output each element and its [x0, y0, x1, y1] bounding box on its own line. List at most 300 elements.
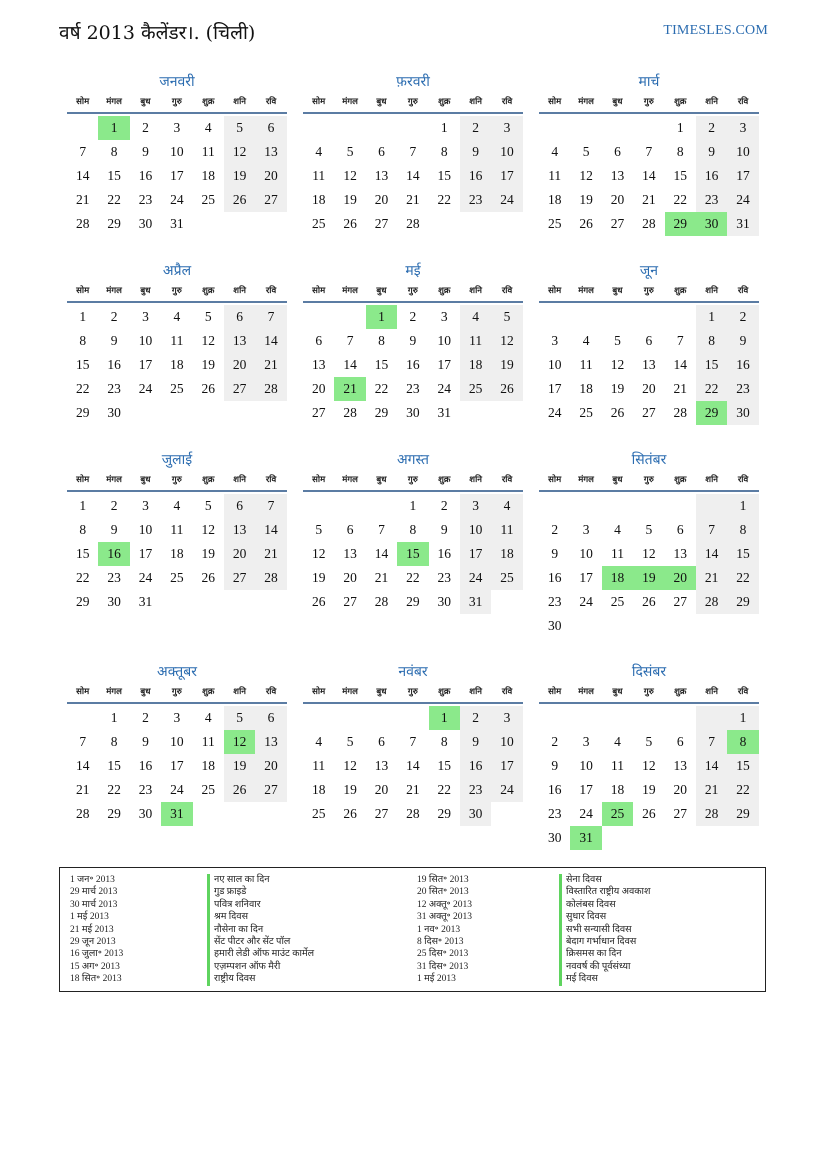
empty-cell — [255, 590, 286, 614]
day-cell: 10 — [579, 758, 593, 773]
day-cell: 24 — [727, 188, 758, 212]
day-cell: 8 — [409, 522, 417, 537]
day-cell: 21 — [406, 192, 420, 207]
weekday-label: बुध — [612, 687, 623, 697]
day-cell: 14 — [374, 546, 389, 561]
day-cell: 15 — [107, 168, 121, 183]
weekday-label: शुक्र — [674, 286, 687, 296]
day-cell: 13 — [374, 758, 389, 773]
empty-cell — [255, 212, 286, 236]
day-cell: 18 — [491, 542, 522, 566]
day-cell: 3 — [551, 333, 559, 348]
empty-cell — [633, 614, 664, 638]
day-cell: 10 — [491, 730, 522, 754]
weekday-label: सोम — [548, 286, 562, 296]
day-cell: 13 — [642, 357, 656, 372]
day-cell: 8 — [79, 333, 87, 348]
day-cell: 27 — [642, 405, 656, 420]
day-cell: 10 — [138, 522, 153, 537]
day-cell: 11 — [548, 168, 562, 183]
day-cell: 31 — [460, 590, 491, 614]
empty-cell — [696, 706, 727, 730]
day-cell: 8 — [696, 329, 727, 353]
holiday-name: राष्ट्रीय दिवस — [207, 973, 314, 985]
holiday-date: 1 नव॰ 2013 — [417, 924, 461, 935]
day-cell: 5 — [315, 522, 323, 537]
empty-cell — [224, 212, 255, 236]
empty-cell — [255, 401, 286, 425]
holiday-name: पवित्र शनिवार — [207, 899, 314, 911]
weekday-header — [67, 470, 287, 492]
day-cell: 22 — [374, 381, 389, 396]
weekday-header — [67, 92, 287, 114]
weekday-label: मंगल — [342, 286, 358, 296]
day-cell: 7 — [409, 144, 417, 159]
holiday-name: हमारी लेडी ऑफ माउंट कार्मेल — [207, 948, 314, 960]
day-cell: 24 — [491, 188, 522, 212]
day-cell: 24 — [138, 570, 153, 585]
day-cell: 2 — [551, 734, 559, 749]
day-cell: 19 — [201, 546, 215, 561]
day-cell: 1 — [409, 498, 417, 513]
day-cell: 22 — [673, 192, 687, 207]
day-cell: 15 — [727, 754, 758, 778]
holiday-name: सेना दिवस — [559, 874, 650, 886]
day-cell: 6 — [315, 333, 323, 348]
empty-cell — [633, 706, 664, 730]
day-cell: 12 — [610, 357, 625, 372]
day-grid — [67, 706, 287, 826]
day-cell: 12 — [343, 168, 357, 183]
day-cell: 16 — [138, 758, 153, 773]
day-cell: 8 — [440, 144, 448, 159]
day-cell: 31 — [727, 212, 758, 236]
day-cell: 27 — [610, 216, 625, 231]
day-cell: 5 — [614, 333, 621, 348]
day-cell: 26 — [201, 570, 215, 585]
day-cell: 17 — [138, 546, 153, 561]
day-cell: 6 — [676, 734, 684, 749]
empty-cell — [366, 494, 397, 518]
day-cell: 18 — [602, 566, 633, 590]
empty-cell — [193, 401, 224, 425]
day-cell: 29 — [75, 594, 90, 609]
day-cell: 10 — [138, 333, 153, 348]
day-cell: 23 — [107, 381, 121, 396]
day-cell: 14 — [673, 357, 687, 372]
day-cell: 30 — [437, 594, 451, 609]
weekday-label: बुध — [376, 97, 387, 107]
day-cell: 2 — [460, 706, 491, 730]
day-cell: 28 — [255, 377, 286, 401]
weekday-label: सोम — [548, 97, 562, 107]
weekday-label: बुध — [376, 475, 387, 485]
day-cell: 17 — [491, 164, 522, 188]
empty-cell — [429, 212, 460, 236]
month-name: जनवरी — [159, 74, 195, 90]
empty-cell — [539, 706, 570, 730]
weekday-label: बुध — [612, 475, 623, 485]
empty-cell — [224, 401, 255, 425]
day-cell: 16 — [696, 164, 727, 188]
day-cell: 26 — [343, 806, 357, 821]
day-cell: 2 — [551, 522, 559, 537]
day-cell: 26 — [491, 377, 522, 401]
weekday-label: सोम — [312, 97, 326, 107]
day-grid — [303, 116, 523, 236]
empty-cell — [602, 706, 633, 730]
day-cell: 21 — [374, 570, 389, 585]
day-cell: 1 — [98, 116, 129, 140]
day-cell: 13 — [343, 546, 357, 561]
day-grid — [67, 116, 287, 236]
day-cell: 17 — [460, 542, 491, 566]
weekday-label: शुक्र — [674, 475, 687, 485]
day-cell: 28 — [696, 802, 727, 826]
day-cell: 25 — [311, 216, 326, 231]
day-cell: 27 — [255, 778, 286, 802]
day-cell: 12 — [642, 546, 656, 561]
day-cell: 27 — [224, 377, 255, 401]
day-cell: 5 — [346, 734, 354, 749]
day-cell: 1 — [79, 309, 87, 324]
day-cell: 25 — [311, 806, 326, 821]
weekday-label: मंगल — [342, 687, 358, 697]
day-cell: 26 — [343, 216, 357, 231]
month-name: फ़रवरी — [396, 74, 430, 90]
month-name: जून — [639, 263, 659, 279]
day-cell: 4 — [173, 498, 181, 513]
day-cell: 20 — [642, 381, 656, 396]
empty-cell — [334, 305, 365, 329]
day-cell: 16 — [138, 168, 153, 183]
day-cell: 15 — [696, 353, 727, 377]
empty-cell — [161, 401, 192, 425]
holiday-date: 18 सित॰ 2013 — [70, 974, 122, 985]
day-cell: 30 — [406, 405, 420, 420]
day-cell: 9 — [110, 333, 118, 348]
day-cell: 19 — [579, 192, 593, 207]
day-cell: 5 — [224, 116, 255, 140]
day-cell: 20 — [374, 192, 389, 207]
weekday-label: शनि — [233, 475, 246, 485]
day-cell: 15 — [75, 357, 90, 372]
day-cell: 6 — [255, 706, 286, 730]
day-cell: 7 — [346, 333, 354, 348]
empty-cell — [570, 614, 601, 638]
day-cell: 26 — [224, 188, 255, 212]
day-cell: 31 — [161, 802, 192, 826]
month-name: मार्च — [638, 74, 660, 90]
weekday-label: बुध — [140, 286, 151, 296]
day-cell: 10 — [727, 140, 758, 164]
day-cell: 2 — [409, 309, 417, 324]
day-cell: 30 — [138, 216, 153, 231]
empty-cell — [303, 706, 334, 730]
month-block — [67, 261, 287, 425]
day-cell: 29 — [437, 806, 451, 821]
day-cell: 12 — [579, 168, 593, 183]
day-cell: 24 — [579, 594, 593, 609]
weekday-label: गुरु — [407, 97, 418, 107]
day-grid — [303, 494, 523, 614]
empty-cell — [539, 116, 570, 140]
weekday-label: शनि — [705, 687, 718, 697]
day-cell: 10 — [170, 734, 184, 749]
empty-cell — [570, 494, 601, 518]
empty-cell — [491, 212, 522, 236]
day-cell: 28 — [343, 405, 357, 420]
holiday-date: 12 अक्तू॰ 2013 — [417, 899, 473, 910]
day-cell: 18 — [610, 782, 625, 797]
day-cell: 16 — [547, 782, 562, 797]
day-cell: 21 — [673, 381, 687, 396]
month-name: अप्रैल — [162, 263, 192, 279]
empty-cell — [224, 802, 255, 826]
empty-cell — [727, 826, 758, 850]
weekday-header — [539, 92, 759, 114]
weekday-label: बुध — [612, 286, 623, 296]
weekday-label: मंगल — [578, 97, 594, 107]
weekday-label: गुरु — [407, 286, 418, 296]
day-grid — [303, 305, 523, 425]
page-title: वर्ष 2013 कैलेंडर।. (चिली) — [59, 22, 256, 44]
day-cell: 9 — [696, 140, 727, 164]
weekday-header — [67, 682, 287, 704]
day-cell: 3 — [142, 498, 149, 513]
day-cell: 30 — [138, 806, 153, 821]
empty-cell — [161, 590, 192, 614]
empty-cell — [193, 590, 224, 614]
day-cell: 22 — [727, 566, 758, 590]
weekday-label: रवि — [265, 687, 277, 697]
day-cell: 5 — [645, 522, 653, 537]
day-cell: 14 — [343, 357, 357, 372]
weekday-label: शुक्र — [202, 687, 215, 697]
day-cell: 15 — [397, 542, 428, 566]
empty-cell — [570, 706, 601, 730]
empty-cell — [130, 401, 161, 425]
holiday-name: नववर्ष की पूर्वसंध्या — [559, 961, 650, 973]
weekday-label: गुरु — [171, 286, 182, 296]
holiday-date: 21 मई 2013 — [70, 924, 114, 935]
day-cell: 1 — [676, 120, 684, 135]
day-cell: 6 — [614, 144, 621, 159]
day-cell: 1 — [727, 706, 758, 730]
day-cell: 28 — [642, 216, 656, 231]
day-cell: 2 — [142, 710, 149, 725]
empty-cell — [397, 706, 428, 730]
day-cell: 12 — [224, 730, 255, 754]
day-cell: 16 — [437, 546, 451, 561]
empty-cell — [633, 116, 664, 140]
day-cell: 27 — [374, 806, 389, 821]
day-cell: 10 — [437, 333, 451, 348]
day-cell: 28 — [673, 405, 687, 420]
day-cell: 5 — [491, 305, 522, 329]
day-cell: 14 — [75, 168, 90, 183]
day-cell: 22 — [406, 570, 420, 585]
day-cell: 7 — [255, 305, 286, 329]
day-cell: 2 — [727, 305, 758, 329]
holiday-date: 31 दिस॰ 2013 — [417, 961, 469, 972]
month-block — [67, 72, 287, 236]
weekday-label: सोम — [76, 97, 90, 107]
day-cell: 25 — [579, 405, 593, 420]
day-grid — [67, 305, 287, 425]
day-cell: 22 — [727, 778, 758, 802]
day-cell: 9 — [142, 144, 149, 159]
month-block — [539, 662, 759, 850]
day-cell: 7 — [696, 730, 727, 754]
day-cell: 9 — [551, 546, 559, 561]
day-cell: 15 — [437, 168, 451, 183]
day-cell: 23 — [696, 188, 727, 212]
weekday-label: शुक्र — [202, 475, 215, 485]
weekday-label: शनि — [233, 286, 246, 296]
day-cell: 18 — [460, 353, 491, 377]
empty-cell — [602, 116, 633, 140]
day-cell: 4 — [614, 522, 621, 537]
holiday-names-right — [559, 874, 650, 986]
day-cell: 7 — [255, 494, 286, 518]
weekday-label: शुक्र — [202, 286, 215, 296]
weekday-label: सोम — [312, 286, 326, 296]
day-cell: 25 — [170, 570, 184, 585]
day-cell: 20 — [255, 164, 286, 188]
day-cell: 22 — [437, 782, 451, 797]
holiday-date: 19 सित॰ 2013 — [417, 875, 469, 885]
day-cell: 24 — [491, 778, 522, 802]
holiday-date: 30 मार्च 2013 — [70, 899, 118, 910]
day-cell: 6 — [378, 144, 385, 159]
day-cell: 17 — [138, 357, 153, 372]
day-cell: 14 — [255, 329, 286, 353]
weekday-label: रवि — [737, 286, 749, 296]
holiday-name: सेंट पीटर और सेंट पॉल — [207, 936, 314, 948]
day-cell: 4 — [173, 309, 181, 324]
weekday-label: बुध — [612, 97, 623, 107]
day-cell: 18 — [579, 381, 593, 396]
weekday-label: रवि — [265, 97, 277, 107]
holiday-dates-left — [70, 874, 123, 986]
day-cell: 25 — [491, 566, 522, 590]
day-cell: 11 — [460, 329, 491, 353]
day-cell: 15 — [75, 546, 90, 561]
day-cell: 23 — [138, 192, 153, 207]
day-cell: 12 — [642, 758, 656, 773]
weekday-label: शुक्र — [674, 97, 687, 107]
day-cell: 18 — [201, 758, 215, 773]
day-cell: 26 — [224, 778, 255, 802]
holiday-dates-right — [417, 874, 472, 986]
day-cell: 27 — [311, 405, 326, 420]
weekday-label: रवि — [737, 475, 749, 485]
holiday-date: 29 मार्च 2013 — [70, 887, 118, 898]
weekday-label: गुरु — [407, 687, 418, 697]
day-cell: 1 — [429, 706, 460, 730]
month-block — [303, 662, 523, 826]
day-cell: 22 — [437, 192, 451, 207]
month-block — [67, 450, 287, 614]
weekday-label: शनि — [469, 687, 482, 697]
day-cell: 26 — [311, 594, 326, 609]
weekday-label: शनि — [233, 687, 246, 697]
day-cell: 13 — [673, 546, 687, 561]
day-cell: 19 — [343, 782, 357, 797]
empty-cell — [224, 590, 255, 614]
day-cell: 20 — [311, 381, 326, 396]
day-cell: 26 — [579, 216, 593, 231]
weekday-label: गुरु — [643, 475, 654, 485]
empty-cell — [539, 305, 570, 329]
day-cell: 23 — [437, 570, 451, 585]
day-cell: 7 — [79, 734, 87, 749]
weekday-label: रवि — [501, 687, 513, 697]
day-cell: 21 — [334, 377, 365, 401]
day-cell: 6 — [255, 116, 286, 140]
weekday-label: बुध — [140, 475, 151, 485]
holiday-date: 8 दिस॰ 2013 — [417, 936, 464, 947]
day-cell: 17 — [547, 381, 562, 396]
weekday-header — [303, 682, 523, 704]
day-cell: 23 — [727, 377, 758, 401]
day-cell: 2 — [142, 120, 149, 135]
day-cell: 20 — [343, 570, 357, 585]
month-name: दिसंबर — [631, 664, 667, 680]
day-cell: 22 — [75, 570, 90, 585]
day-cell: 16 — [460, 164, 491, 188]
day-cell: 25 — [201, 192, 215, 207]
day-cell: 23 — [406, 381, 420, 396]
day-cell: 11 — [579, 357, 593, 372]
day-cell: 19 — [642, 782, 656, 797]
day-cell: 15 — [107, 758, 121, 773]
empty-cell — [633, 826, 664, 850]
day-cell: 20 — [224, 542, 255, 566]
day-cell: 3 — [491, 706, 522, 730]
day-cell: 5 — [645, 734, 653, 749]
day-cell: 16 — [406, 357, 420, 372]
month-name: जुलाई — [161, 452, 193, 468]
day-cell: 6 — [224, 305, 255, 329]
day-cell: 12 — [201, 333, 215, 348]
day-cell: 5 — [204, 498, 212, 513]
day-cell: 9 — [551, 758, 559, 773]
weekday-label: मंगल — [578, 286, 594, 296]
empty-cell — [665, 305, 696, 329]
day-cell: 29 — [696, 401, 727, 425]
empty-cell — [539, 494, 570, 518]
day-cell: 30 — [696, 212, 727, 236]
weekday-label: रवि — [501, 97, 513, 107]
day-cell: 27 — [673, 594, 687, 609]
weekday-label: मंगल — [106, 687, 122, 697]
day-cell: 18 — [311, 192, 326, 207]
day-cell: 7 — [676, 333, 684, 348]
day-cell: 16 — [107, 357, 121, 372]
day-cell: 6 — [346, 522, 354, 537]
site-link[interactable]: TIMESLES.COM — [663, 23, 768, 38]
day-cell: 8 — [110, 144, 118, 159]
day-cell: 20 — [374, 782, 389, 797]
weekday-header — [539, 682, 759, 704]
day-cell: 25 — [460, 377, 491, 401]
day-cell: 21 — [696, 566, 727, 590]
day-cell: 19 — [201, 357, 215, 372]
day-grid — [539, 116, 759, 236]
day-cell: 8 — [110, 734, 118, 749]
